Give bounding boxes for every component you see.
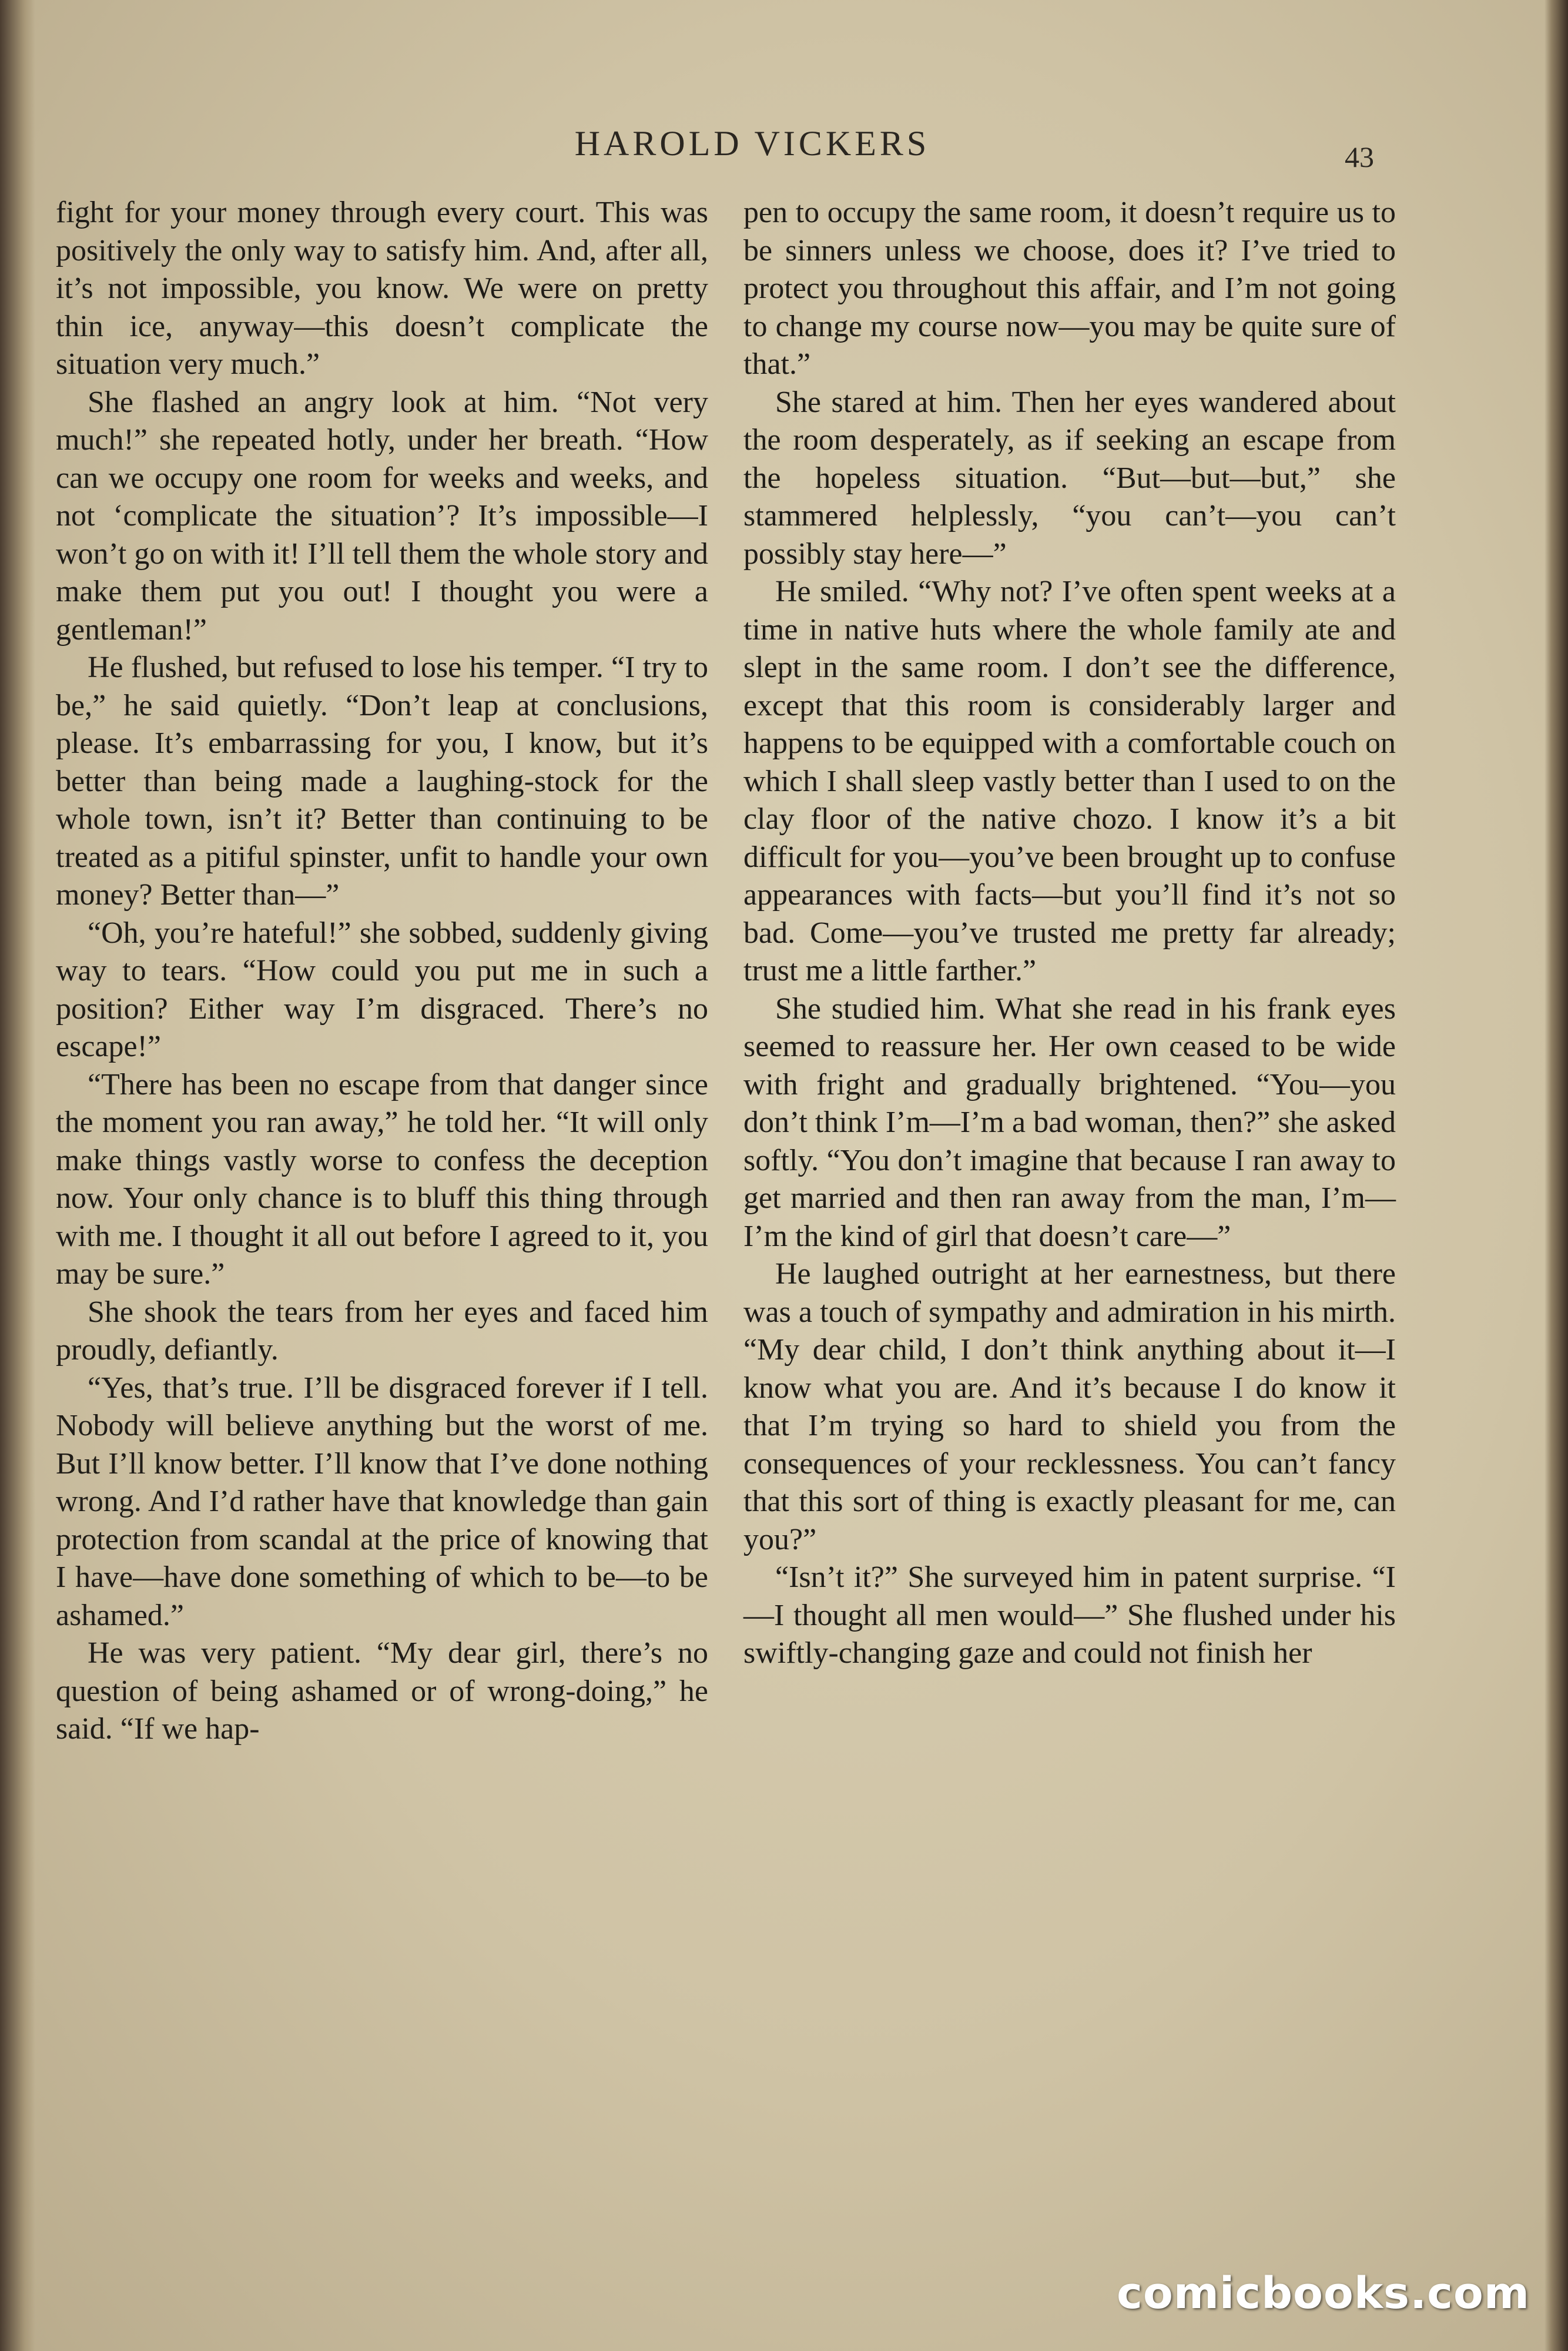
paragraph: She shook the tears from her eyes and faced him proudly, defiantly. xyxy=(56,1295,708,1367)
paragraph: “Isn’t it?” She surveyed him in patent surprise. “I—I thought all men would—” She flushed under his swiftly-changing gaze and could not finish her xyxy=(743,1560,1396,1670)
paragraph: He smiled. “Why not? I’ve often spent weeks at a time in native huts where the whole family ate and slept in the same room. I don’t see the difference, except that this room is considerably larger and happens to be equipped with a comfortable couch on which I shall sleep vastly better than I used to on the clay floor of the native chozo. I know it’s a bit difficult for you—you’ve been brought up to confuse appearances with facts—but you’ll find it’s not so bad. Come—you’ve trusted me pretty far already; trust me a little farther.” xyxy=(743,575,1396,987)
paragraph: pen to occupy the same room, it doesn’t require us to be sinners unless we choose, does it? I’ve tried to protect you throughout this affair, and I’m not going to change my course now—you may be quite sure of that.” xyxy=(743,196,1396,381)
paragraph: She stared at him. Then her eyes wandered about the room desperately, as if seeking an escape from the hopeless situation. “But—but—but,” she stammered helplessly, “you can’t—you can’t possibly stay here—” xyxy=(743,385,1396,571)
paragraph: He flushed, but refused to lose his temper. “I try to be,” he said quietly. “Don’t leap at conclusions, please. It’s embarrassing for you, I know, but it’s better than being made a laughing-stock for the whole town, isn’t it? Better than continuing to be treated as a pitiful spinster, unfit to handle your own money? Better than—” xyxy=(56,651,708,912)
right-text-column xyxy=(743,194,1396,1673)
running-head: HAROLD VICKERS xyxy=(574,124,930,163)
paragraph: He was very patient. “My dear girl, there’s no question of being ashamed or of wrong-doing,” he said. “If we hap- xyxy=(56,1636,708,1746)
page-number: 43 xyxy=(1345,140,1374,173)
page-edge-shadow xyxy=(1544,0,1568,2351)
paragraph: fight for your money through every court. This was positively the only way to satisfy him. And, after all, it’s not impossible, you know. We were on pretty thin ice, anyway—this doesn’t complicate the situation very much.” xyxy=(56,196,708,381)
paragraph: “Oh, you’re hateful!” she sobbed, suddenly giving way to tears. “How could you put me in such a position? Either way I’m disgraced. There’s no escape!” xyxy=(56,916,708,1063)
paragraph: She studied him. What she read in his frank eyes seemed to reassure her. Her own ceased to be wide with fright and gradually brightened. “You—you don’t think I’m—I’m a bad woman, then?” she asked softly. “You don’t imagine that because I ran away to get married and then ran away from the man, I’m—I’m the kind of girl that doesn’t care—” xyxy=(743,992,1396,1253)
book-spine-shadow xyxy=(0,0,35,2351)
watermark: comicbooks.com xyxy=(1117,2268,1530,2319)
paragraph: He laughed outright at her earnestness, but there was a touch of sympathy and admiration in his mirth. “My dear child, I don’t think anything about it—I know what you are. And it’s because I do know it that I’m trying so hard to shield you from the consequences of your recklessness. You can’t fancy that this sort of thing is exactly pleasant for me, can you?” xyxy=(743,1257,1396,1556)
paragraph: “There has been no escape from that danger since the moment you ran away,” he told her. “It will only make things vastly worse to confess the deception now. Your only chance is to bluff this thing through with me. I thought it all out before I agreed to it, you may be sure.” xyxy=(56,1067,708,1291)
paragraph: She flashed an angry look at him. “Not very much!” she repeated hotly, under her breath. “How can we occupy one room for weeks and weeks, and not ‘complicate the situation’? It’s impossible—I won’t go on with it! I’ll tell them the whole story and make them put you out! I thought you were a gentleman!” xyxy=(56,385,708,647)
paragraph: “Yes, that’s true. I’ll be disgraced forever if I tell. Nobody will believe anything but the worst of me. But I’ll know better. I’ll know that I’ve done nothing wrong. And I’d rather have that knowledge than gain protection from scandal at the price of knowing that I have—have done something of which to be—to be ashamed.” xyxy=(56,1371,708,1632)
left-text-column xyxy=(56,194,708,1749)
